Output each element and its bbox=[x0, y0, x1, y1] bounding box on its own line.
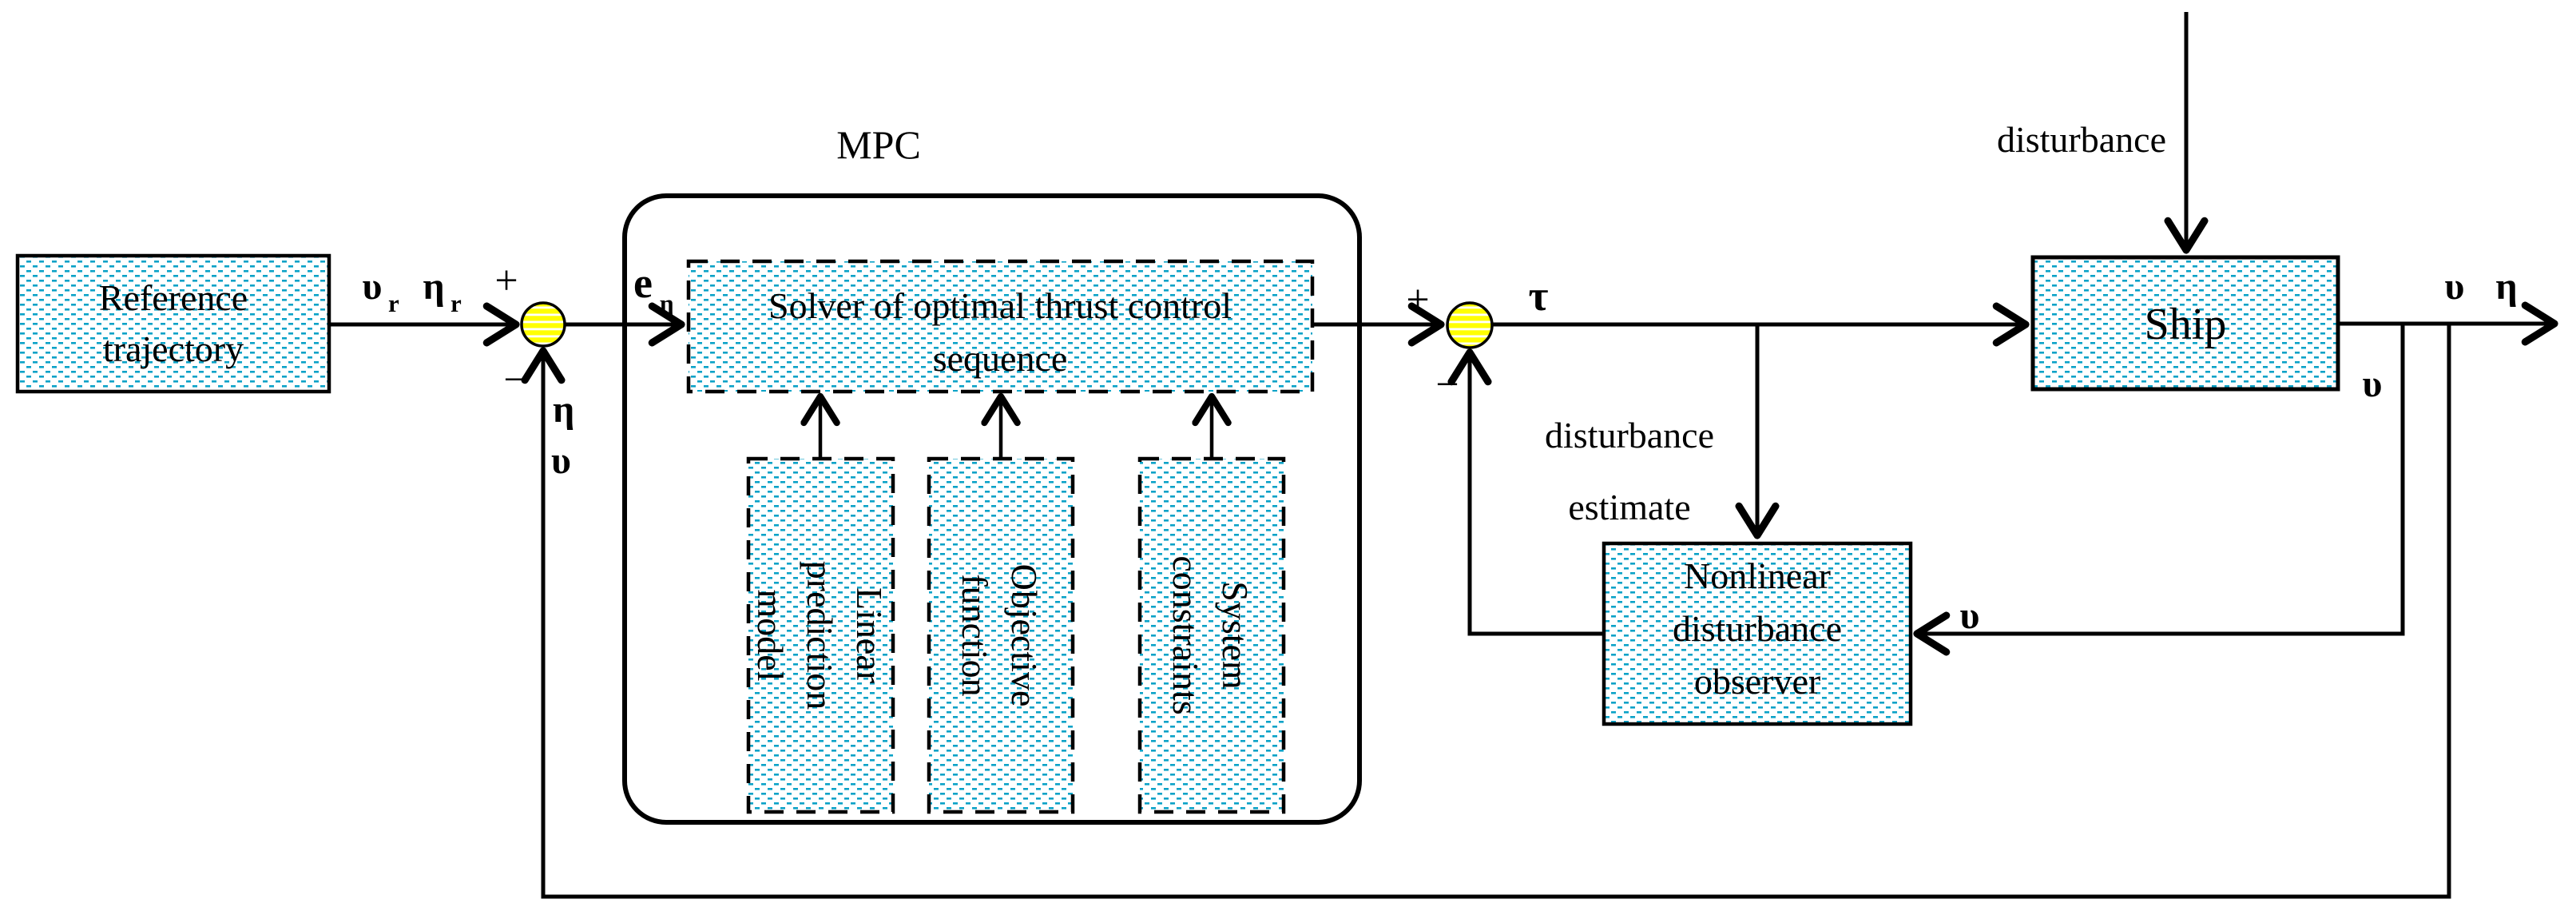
observer-line2: disturbance bbox=[1672, 608, 1843, 649]
system-constraints-block bbox=[1140, 459, 1284, 812]
reference-trajectory-block bbox=[18, 256, 329, 392]
solver-line2: sequence bbox=[932, 338, 1068, 379]
linear-model-line1: Linear bbox=[849, 587, 890, 684]
label-tau: τ bbox=[1528, 272, 1549, 320]
observer-line1: Nonlinear bbox=[1684, 555, 1831, 596]
label-v-r-sub: r bbox=[388, 289, 399, 317]
linear-prediction-model-block bbox=[748, 459, 893, 812]
linear-model-line2: prediction bbox=[800, 560, 840, 710]
label-v-r: υ bbox=[362, 265, 383, 308]
label-disturbance: disturbance bbox=[1996, 119, 2166, 160]
solver-block bbox=[689, 261, 1312, 392]
label-e-eta: e bbox=[633, 259, 653, 307]
label-v-feedback: υ bbox=[551, 440, 571, 482]
label-eta-r-sub: r bbox=[451, 289, 462, 317]
reference-trajectory-line2: trajectory bbox=[102, 328, 244, 369]
objective-line1: Objective bbox=[1004, 563, 1045, 707]
ship-label: Ship bbox=[2144, 300, 2227, 349]
constraints-line1: System bbox=[1215, 581, 1256, 690]
sum-junction-1 bbox=[522, 303, 565, 346]
sign-minus-sum1: − bbox=[503, 357, 527, 403]
label-observer-input-v: υ bbox=[1959, 595, 1980, 637]
objective-line2: function bbox=[955, 574, 995, 697]
label-disturbance-estimate-line1: disturbance bbox=[1544, 415, 1715, 456]
constraints-line2: constraints bbox=[1165, 555, 1206, 715]
sign-plus-sum2: + bbox=[1406, 277, 1430, 323]
sum-junction-2 bbox=[1447, 303, 1492, 348]
label-eta-feedback: η bbox=[553, 388, 575, 431]
nonlinear-disturbance-observer-block bbox=[1604, 543, 1911, 724]
linear-model-line3: model bbox=[750, 589, 791, 682]
label-eta-r: η bbox=[423, 265, 445, 308]
observer-line3: observer bbox=[1693, 661, 1821, 702]
ship-block bbox=[2033, 257, 2338, 389]
label-e-eta-sub: η bbox=[660, 289, 674, 317]
label-output-eta: η bbox=[2495, 265, 2518, 308]
reference-trajectory-line1: Reference bbox=[98, 277, 248, 318]
label-ship-v-tap: υ bbox=[2362, 363, 2383, 405]
sign-plus-sum1: + bbox=[494, 258, 518, 304]
sign-minus-sum2: − bbox=[1435, 362, 1459, 408]
mpc-title: MPC bbox=[836, 122, 921, 167]
objective-function-block bbox=[929, 459, 1073, 812]
objective-function-box bbox=[929, 459, 1073, 812]
label-output-v: υ bbox=[2444, 265, 2465, 308]
reference-trajectory-box bbox=[18, 256, 329, 392]
system-constraints-box bbox=[1140, 459, 1284, 812]
label-disturbance-estimate-line2: estimate bbox=[1568, 487, 1691, 527]
solver-line1: Solver of optimal thrust control bbox=[768, 285, 1232, 326]
